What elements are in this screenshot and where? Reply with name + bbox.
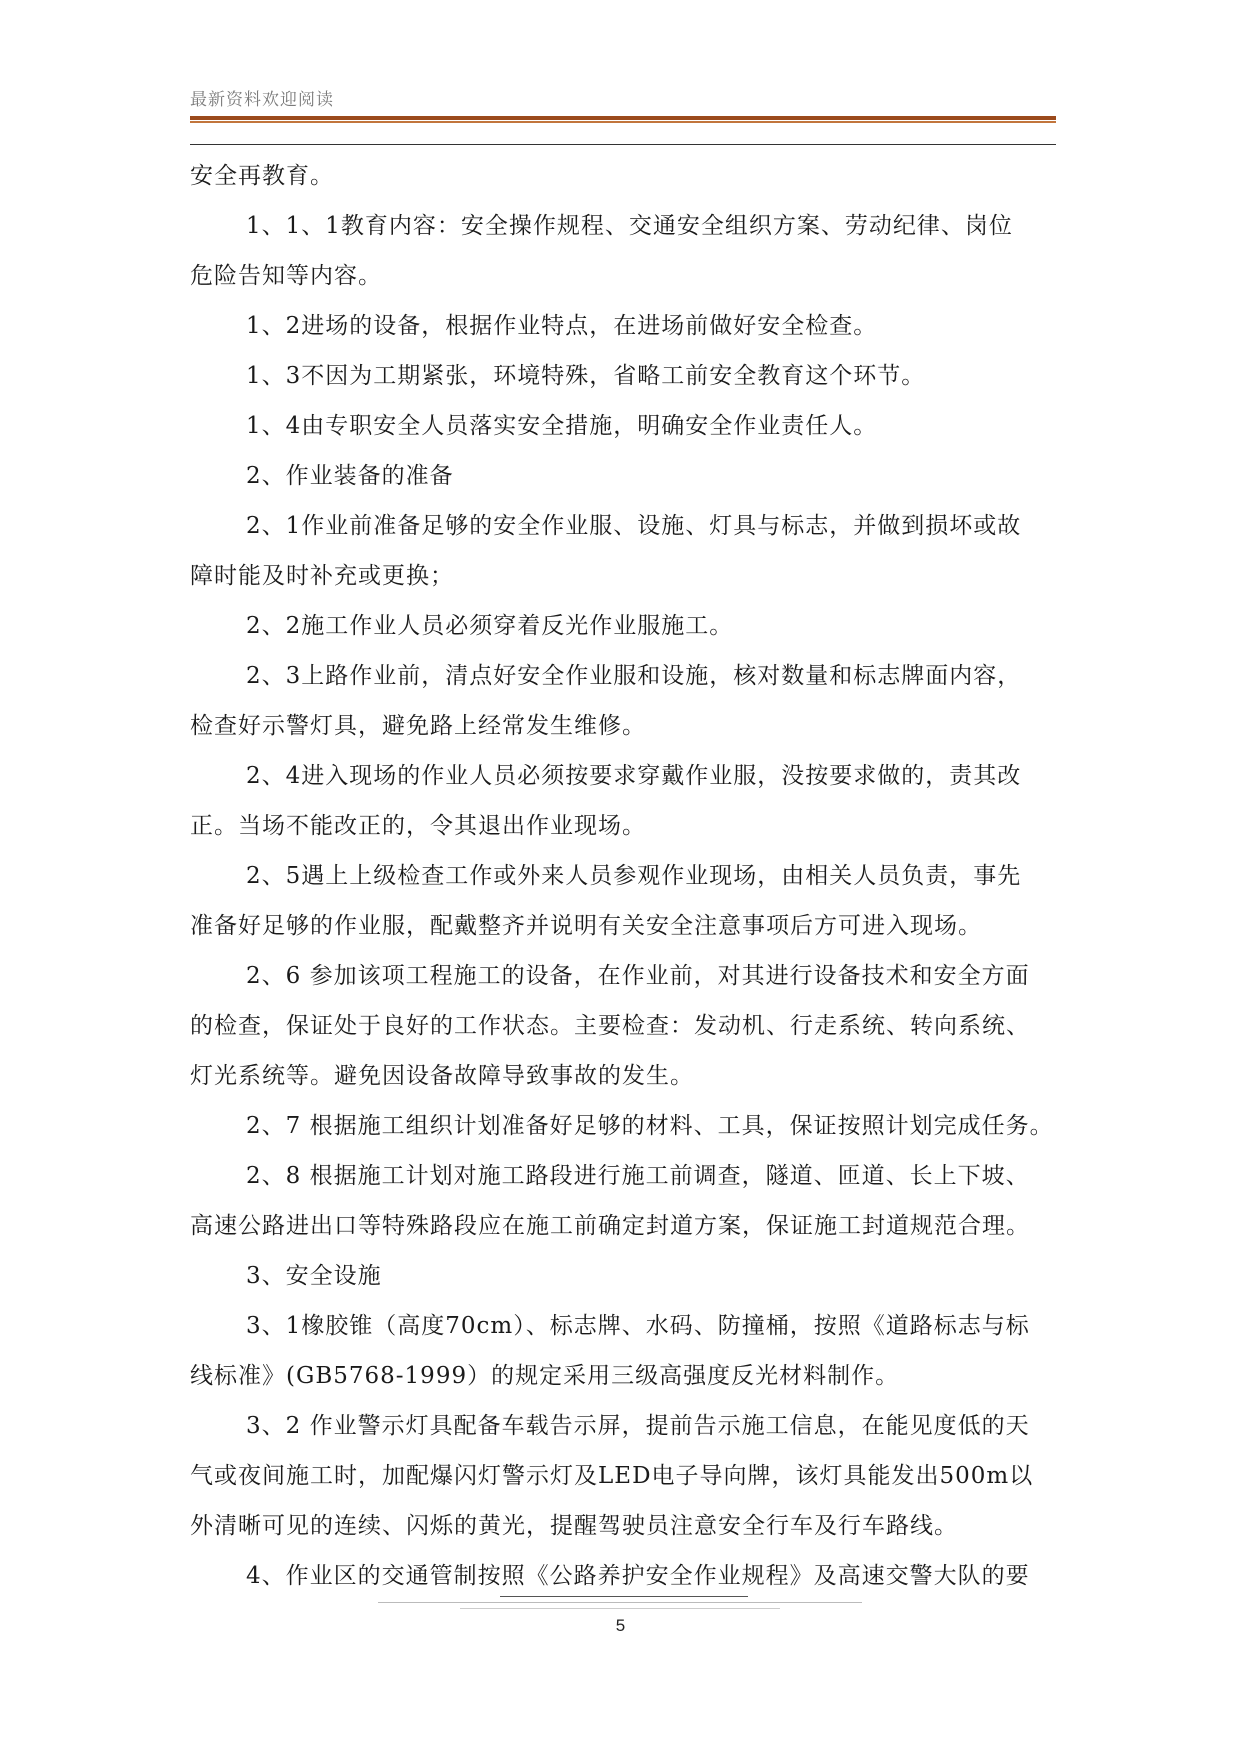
text-line: 2、7 根据施工组织计划准备好足够的材料、工具，保证按照计划完成任务。: [246, 1113, 1054, 1139]
text-line: 1、3不因为工期紧张，环境特殊，省略工前安全教育这个环节。: [246, 363, 926, 389]
text-line: 检查好示警灯具，避免路上经常发生维修。: [190, 713, 646, 739]
text-line: 准备好足够的作业服，配戴整齐并说明有关安全注意事项后方可进入现场。: [190, 913, 982, 939]
header-rule-accent: [190, 121, 1056, 123]
text-line: 正。当场不能改正的，令其退出作业现场。: [190, 813, 646, 839]
text-line: 3、2 作业警示灯具配备车载告示屏，提前告示施工信息，在能见度低的天: [246, 1413, 1030, 1439]
document-body: [190, 158, 1058, 1608]
text-line: 3、安全设施: [246, 1263, 382, 1289]
text-line: 1、2进场的设备，根据作业特点，在进场前做好安全检查。: [246, 313, 878, 339]
text-line: 3、1橡胶锥（高度70cm）、标志牌、水码、防撞桶，按照《道路标志与标: [246, 1313, 1030, 1339]
text-line: 的检查，保证处于良好的工作状态。主要检查：发动机、行走系统、转向系统、: [190, 1013, 1030, 1039]
header-rule-thick: [190, 116, 1056, 120]
footer-rule: [378, 1602, 862, 1603]
page-header: [190, 90, 1056, 110]
footer-rule: [460, 1608, 780, 1609]
text-line: 障时能及时补充或更换；: [190, 563, 454, 589]
text-line: 安全再教育。: [190, 163, 334, 189]
text-line: 2、3上路作业前，清点好安全作业服和设施，核对数量和标志牌面内容，: [246, 663, 1022, 689]
header-rule-thin: [190, 144, 1056, 145]
header-title: 最新资料欢迎阅读: [190, 90, 334, 110]
text-line: 4、作业区的交通管制按照《公路养护安全作业规程》及高速交警大队的要: [246, 1563, 1030, 1589]
text-line: 危险告知等内容。: [190, 263, 382, 289]
text-line: 2、8 根据施工计划对施工路段进行施工前调查，隧道、匝道、长上下坡、: [246, 1163, 1030, 1189]
text-line: 1、4由专职安全人员落实安全措施，明确安全作业责任人。: [246, 413, 878, 439]
text-line: 2、作业装备的准备: [246, 463, 454, 489]
text-line: 2、4进入现场的作业人员必须按要求穿戴作业服，没按要求做的，责其改: [246, 763, 1022, 789]
footer-rule: [500, 1596, 748, 1597]
text-line: 2、6 参加该项工程施工的设备，在作业前，对其进行设备技术和安全方面: [246, 963, 1030, 989]
text-line: 线标准》(GB5768-1999）的规定采用三级高强度反光材料制作。: [190, 1363, 900, 1389]
text-line: 高速公路进出口等特殊路段应在施工前确定封道方案，保证施工封道规范合理。: [190, 1213, 1030, 1239]
text-line: 2、1作业前准备足够的安全作业服、设施、灯具与标志，并做到损坏或故: [246, 513, 1022, 539]
page-number: 5: [615, 1616, 626, 1635]
text-line: 2、5遇上上级检查工作或外来人员参观作业现场，由相关人员负责，事先: [246, 863, 1022, 889]
text-line: 灯光系统等。避免因设备故障导致事故的发生。: [190, 1063, 694, 1089]
text-line: 外清晰可见的连续、闪烁的黄光，提醒驾驶员注意安全行车及行车路线。: [190, 1513, 958, 1539]
text-line: 气或夜间施工时，加配爆闪灯警示灯及LED电子导向牌，该灯具能发出500m以: [190, 1463, 1034, 1489]
text-line: 2、2施工作业人员必须穿着反光作业服施工。: [246, 613, 734, 639]
text-line: 1、1、1教育内容：安全操作规程、交通安全组织方案、劳动纪律、岗位: [246, 213, 1013, 239]
